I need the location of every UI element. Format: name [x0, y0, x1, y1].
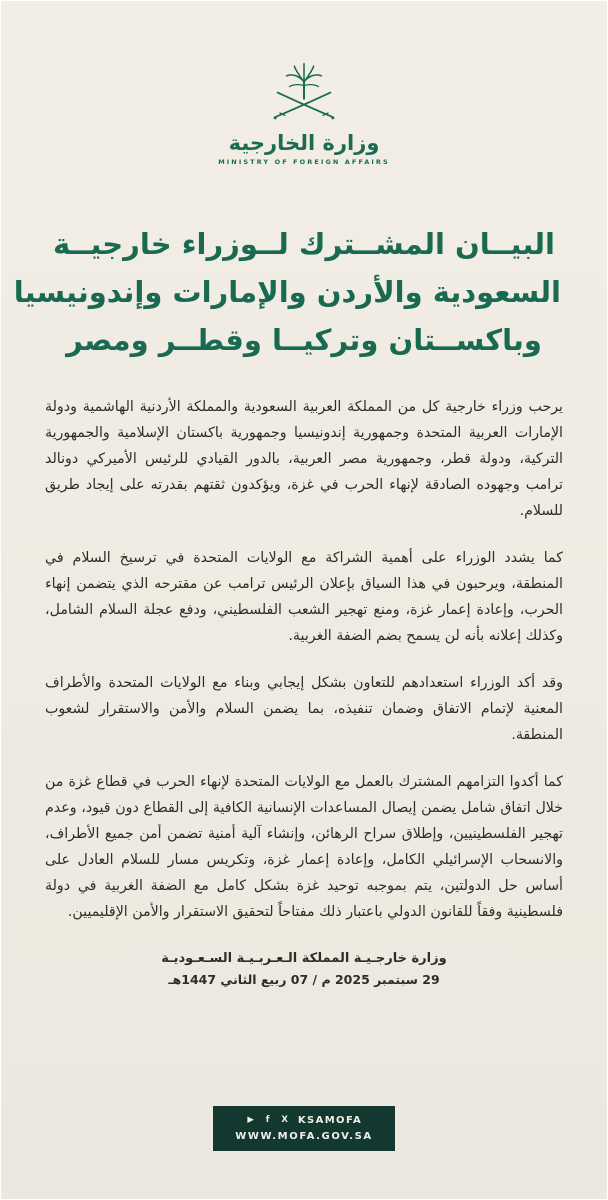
facebook-icon: f — [265, 1115, 271, 1126]
x-icon: X — [281, 1115, 290, 1126]
title-line-3: وباكســتان وتركيــا وقطــر ومصر — [66, 323, 542, 357]
social-box — [213, 1106, 395, 1151]
footer-date: 29 سبتمبر 2025 م / 07 ربيع الثاني 1447هـ — [168, 972, 440, 987]
statement-title — [13, 220, 561, 364]
statement-body — [45, 394, 563, 925]
statement-paragraph-1: يرحب وزراء خارجية كل من المملكة العربية السعودية والمملكة الأردنية الهاشمية ودولة الإمارات العربية المتحدة وجمهورية إندونيسيا وجمهورية باكستان الإسلامية والجمهورية التركية، ودولة قطر، وجمهورية مصر العربية، بالدور القيادي للرئيس الأميركي دونالد ترامب وجهوده الصادقة لإنهاء الحرب في غزة، ويؤكدون ثقتهم بقدرته على إيجاد طريق للسلام. — [45, 399, 563, 519]
logo-title-arabic: وزارة الخارجية — [228, 131, 380, 155]
social-icons — [246, 1115, 291, 1126]
statement-paragraph-4: كما أكدوا التزامهم المشترك بالعمل مع الولايات المتحدة لإنهاء الحرب في قطاع غزة من خلال اتفاق شامل يضمن إيصال المساعدات الإنسانية الكافية إلى القطاع دون قيود، وعدم تهجير الفلسطينيين، وإطلاق سراح الرهائن، وإنشاء آلية أمنية تضمن أمن جميع الأطراف، والانسحاب الإسرائيلي الكامل، وإعادة إعمار غزة، وتكريس مسار للسلام العادل على أساس حل الدولتين، يتم بموجبه توحيد غزة بشكل كامل مع الضفة الغربية في دولة فلسطينية وفقاً للقانون الدولي باعتبار ذلك مفتاحاً لتحقيق الاستقرار والأمن الإقليميين. — [45, 774, 563, 920]
title-line-2: السعودية والأردن والإمارات وإندونيسيا — [13, 275, 561, 309]
logo-subtitle-english: MINISTRY OF FOREIGN AFFAIRS — [218, 158, 390, 166]
footer-signature — [1, 951, 607, 987]
website-url: WWW.MOFA.GOV.SA — [235, 1131, 373, 1142]
title-line-1: البيــان المشــترك لــوزراء خارجيــة — [52, 227, 555, 261]
youtube-icon: ▶ — [247, 1115, 256, 1126]
statement-paragraph-3: وقد أكد الوزراء استعدادهم للتعاون بشكل إيجابي وبناء مع الولايات المتحدة والأطراف المعنية لإتمام الاتفاق وضمان تنفيذه، بما يضمن السلام والأمن والاستقرار لشعوب المنطقة. — [45, 675, 563, 743]
header — [1, 1, 607, 166]
statement-paragraph-2: كما يشدد الوزراء على أهمية الشراكة مع الولايات المتحدة في ترسيخ السلام في المنطقة، ويرحبون في هذا السياق بإعلان الرئيس ترامب عن مقترحه الذي يتضمن إنهاء الحرب، وإعادة إعمار غزة، ومنع تهجير الشعب الفلسطيني، ودفع عجلة السلام الشامل، وكذلك إعلانه بأنه لن يسمح بضم الضفة الغربية. — [45, 550, 563, 644]
footer-org-name: وزارة خارجـيـة المملكة الـعـربـيـة السـعـوديـة — [161, 951, 447, 966]
mofa-emblem-icon — [267, 59, 341, 125]
social-handle-row — [219, 1115, 389, 1126]
social-handle: KSAMOFA — [297, 1115, 363, 1126]
